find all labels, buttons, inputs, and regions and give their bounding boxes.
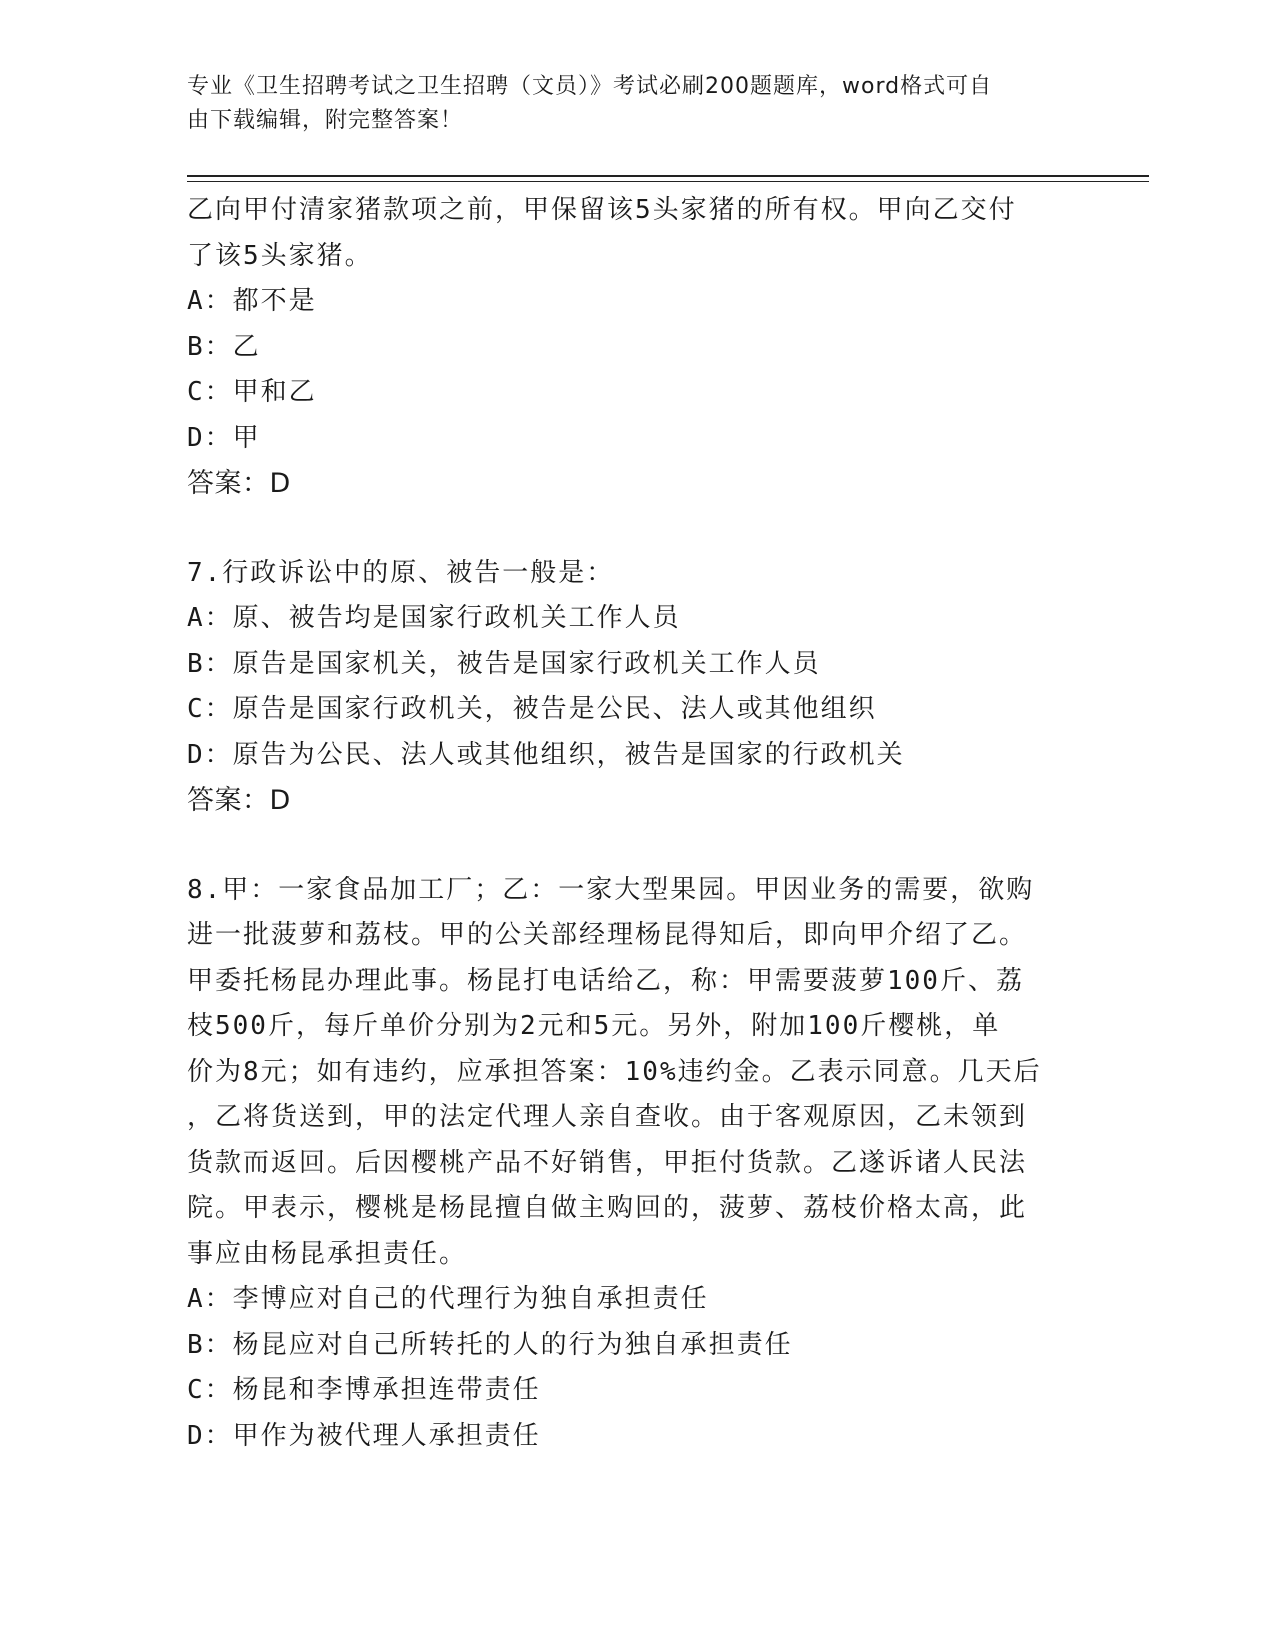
option-a: A：李博应对自己的代理行为独自承担责任	[187, 1284, 709, 1314]
header-divider	[187, 175, 1149, 177]
header-title-line-1: 专业《卫生招聘考试之卫生招聘（文员）》考试必刷200题题库，word格式可自	[187, 74, 993, 99]
question-stem-line: 货款而返回。后因樱桃产品不好销售，甲拒付货款。乙遂诉诸人民法	[187, 1147, 1028, 1178]
option-c: C：杨昆和李博承担连带责任	[187, 1375, 541, 1405]
answer-line: 答案：D	[187, 785, 291, 816]
question-6	[187, 188, 1087, 507]
question-8	[187, 868, 1087, 1460]
question-stem-line: 了该5头家猪。	[187, 240, 373, 271]
question-7	[187, 551, 1087, 824]
spacer	[187, 824, 1087, 868]
option-b: B：杨昆应对自己所转托的人的行为独自承担责任	[187, 1329, 793, 1360]
option-d: D：原告为公民、法人或其他组织，被告是国家的行政机关	[187, 739, 905, 770]
spacer	[187, 507, 1087, 551]
option-a: A：都不是	[187, 286, 317, 316]
option-b: B：乙	[187, 331, 261, 362]
page-header	[187, 70, 1067, 138]
question-stem-line: 院。甲表示，樱桃是杨昆擅自做主购回的，菠萝、荔枝价格太高，此	[187, 1193, 1028, 1223]
option-c: C：原告是国家行政机关，被告是公民、法人或其他组织	[187, 694, 877, 724]
question-stem-line: 进一批菠萝和荔枝。甲的公关部经理杨昆得知后，即向甲介绍了乙。	[187, 920, 1028, 950]
question-stem-line: 枝500斤，每斤单价分别为2元和5元。另外，附加100斤樱桃，单	[187, 1011, 1001, 1041]
header-divider-thin	[187, 181, 1149, 182]
option-d: D：甲	[187, 422, 261, 453]
question-stem-line: 甲委托杨昆办理此事。杨昆打电话给乙，称：甲需要菠萝100斤、荔	[187, 965, 1024, 996]
header-title-line-2: 由下载编辑，附完整答案！	[187, 108, 464, 133]
answer-line: 答案：D	[187, 468, 291, 499]
question-stem-line: 8.甲：一家食品加工厂；乙：一家大型果园。甲因业务的需要，欲购	[187, 874, 1035, 905]
question-stem-line: 乙向甲付清家猪款项之前，甲保留该5头家猪的所有权。甲向乙交付	[187, 195, 1017, 225]
option-a: A：原、被告均是国家行政机关工作人员	[187, 603, 681, 633]
document-body	[187, 188, 1087, 1459]
question-stem-line: 事应由杨昆承担责任。	[187, 1238, 468, 1269]
option-d: D：甲作为被代理人承担责任	[187, 1420, 541, 1451]
question-stem-line: 价为8元；如有违约，应承担答案：10%违约金。乙表示同意。几天后	[187, 1056, 1042, 1087]
option-b: B：原告是国家机关，被告是国家行政机关工作人员	[187, 648, 821, 679]
question-stem-line: ，乙将货送到，甲的法定代理人亲自查收。由于客观原因，乙未领到	[187, 1102, 1028, 1132]
question-stem: 7.行政诉讼中的原、被告一般是：	[187, 557, 615, 588]
option-c: C：甲和乙	[187, 377, 317, 407]
